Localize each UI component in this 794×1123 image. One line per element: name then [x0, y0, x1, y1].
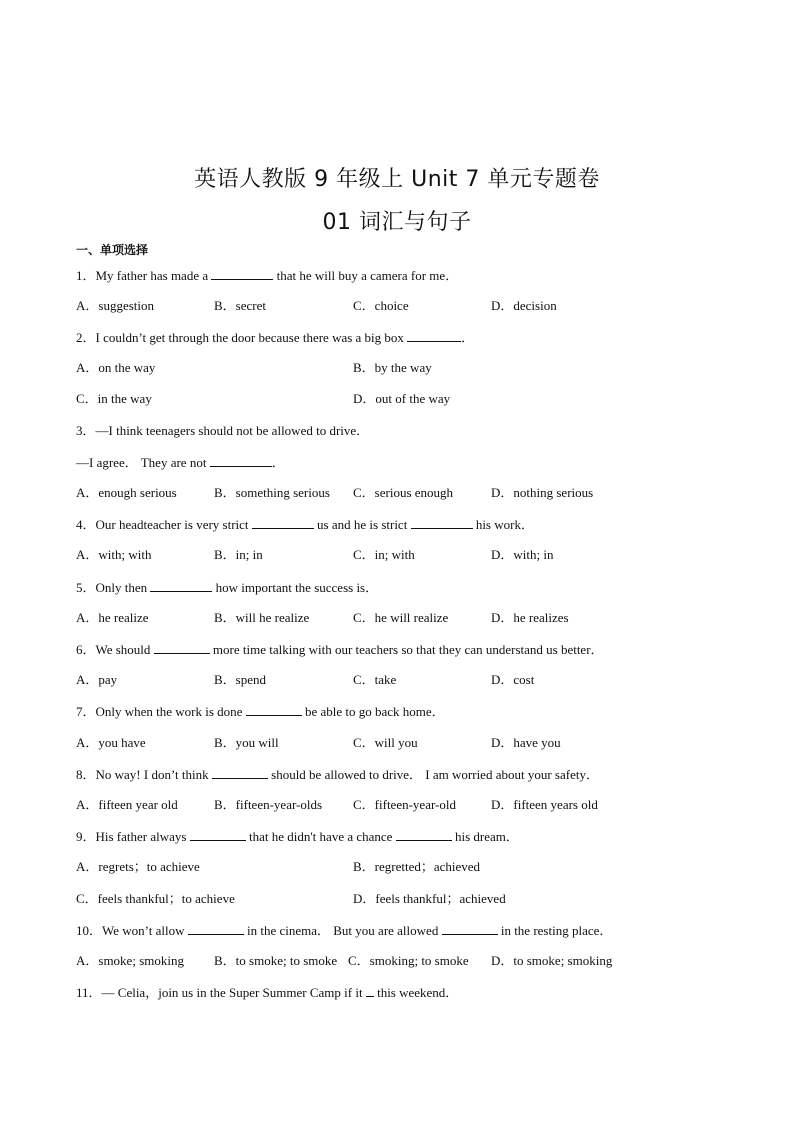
option-a: A．smoke; smoking: [76, 953, 184, 968]
option-a: A．fifteen year old: [76, 797, 178, 812]
option-c: C．fifteen-year-old: [353, 797, 456, 812]
question-10: 10．We won’t allow in the cinema． But you are allowed in the resting place．: [76, 923, 613, 938]
option-c: C．feels thankful；to achieve: [76, 891, 235, 906]
question-7: 7．Only when the work is done be able to go back home．: [76, 704, 445, 719]
option-a: A．on the way: [76, 360, 156, 375]
option-b: B．secret: [214, 298, 266, 313]
option-d: D．he realizes: [491, 610, 569, 625]
page-title: 英语人教版 9 年级上 Unit 7 单元专题卷: [194, 167, 600, 192]
option-c: C．choice: [353, 298, 409, 313]
answer-blank: [442, 922, 498, 935]
option-a: A．you have: [76, 735, 146, 750]
answer-blank: [411, 516, 473, 529]
answer-blank: [252, 516, 314, 529]
page-subtitle: 01 词汇与句子: [322, 210, 472, 235]
option-d: D．decision: [491, 298, 557, 313]
question-4: 4．Our headteacher is very strict us and he is strict his work．: [76, 517, 534, 532]
answer-blank: [396, 828, 452, 841]
option-b: B．in; in: [214, 547, 263, 562]
question-1: 1．My father has made a that he will buy a camera for me．: [76, 268, 459, 283]
answer-blank: [190, 828, 246, 841]
question-2: 2．I couldn’t get through the door because there was a big box ．: [76, 330, 475, 345]
question-5: 5．Only then how important the success is．: [76, 580, 379, 595]
answer-blank: [211, 267, 273, 280]
option-b: B．you will: [214, 735, 279, 750]
option-c: C．smoking; to smoke: [348, 953, 469, 968]
question-11: 11．— Celia，join us in the Super Summer Camp if it this weekend．: [76, 985, 459, 1000]
option-c: C．he will realize: [353, 610, 449, 625]
option-d: D．have you: [491, 735, 561, 750]
option-c: C．serious enough: [353, 485, 454, 500]
option-b: B．will he realize: [214, 610, 310, 625]
question-3-reply: —I agree． They are not ．: [76, 455, 285, 470]
answer-blank: [407, 329, 461, 342]
answer-blank: [188, 922, 244, 935]
answer-blank: [212, 766, 268, 779]
option-a: A．enough serious: [76, 485, 177, 500]
option-b: B．by the way: [353, 360, 432, 375]
answer-blank: [246, 703, 302, 716]
option-b: B．spend: [214, 672, 267, 687]
question-6: 6．We should more time talking with our teachers so that they can understand us better．: [76, 642, 604, 657]
answer-blank: [210, 454, 272, 467]
option-a: A．with; with: [76, 547, 152, 562]
section-heading: 一、单项选择: [76, 243, 149, 257]
answer-blank: [154, 641, 210, 654]
option-c: C．in the way: [76, 391, 152, 406]
option-d: D．with; in: [491, 547, 554, 562]
question-3: 3．—I think teenagers should not be allowed to drive．: [76, 423, 370, 438]
option-c: C．take: [353, 672, 397, 687]
option-d: D．out of the way: [353, 391, 451, 406]
option-b: B．to smoke; to smoke: [214, 953, 338, 968]
option-d: D．fifteen years old: [491, 797, 598, 812]
option-b: B．something serious: [214, 485, 330, 500]
option-d: D．nothing serious: [491, 485, 594, 500]
option-a: A．he realize: [76, 610, 149, 625]
option-a: A．pay: [76, 672, 118, 687]
option-b: B．regretted；achieved: [353, 859, 481, 874]
option-d: D．to smoke; smoking: [491, 953, 613, 968]
option-b: B．fifteen-year-olds: [214, 797, 323, 812]
option-d: D．cost: [491, 672, 535, 687]
option-d: D．feels thankful；achieved: [353, 891, 506, 906]
option-c: C．will you: [353, 735, 418, 750]
option-a: A．regrets；to achieve: [76, 859, 200, 874]
option-c: C．in; with: [353, 547, 415, 562]
question-8: 8．No way! I don’t think should be allowed to drive． I am worried about your safety．: [76, 767, 599, 782]
answer-blank: [150, 579, 212, 592]
answer-blank: [366, 984, 374, 997]
question-9: 9．His father always that he didn't have a chance his dream．: [76, 829, 519, 844]
option-a: A．suggestion: [76, 298, 155, 313]
